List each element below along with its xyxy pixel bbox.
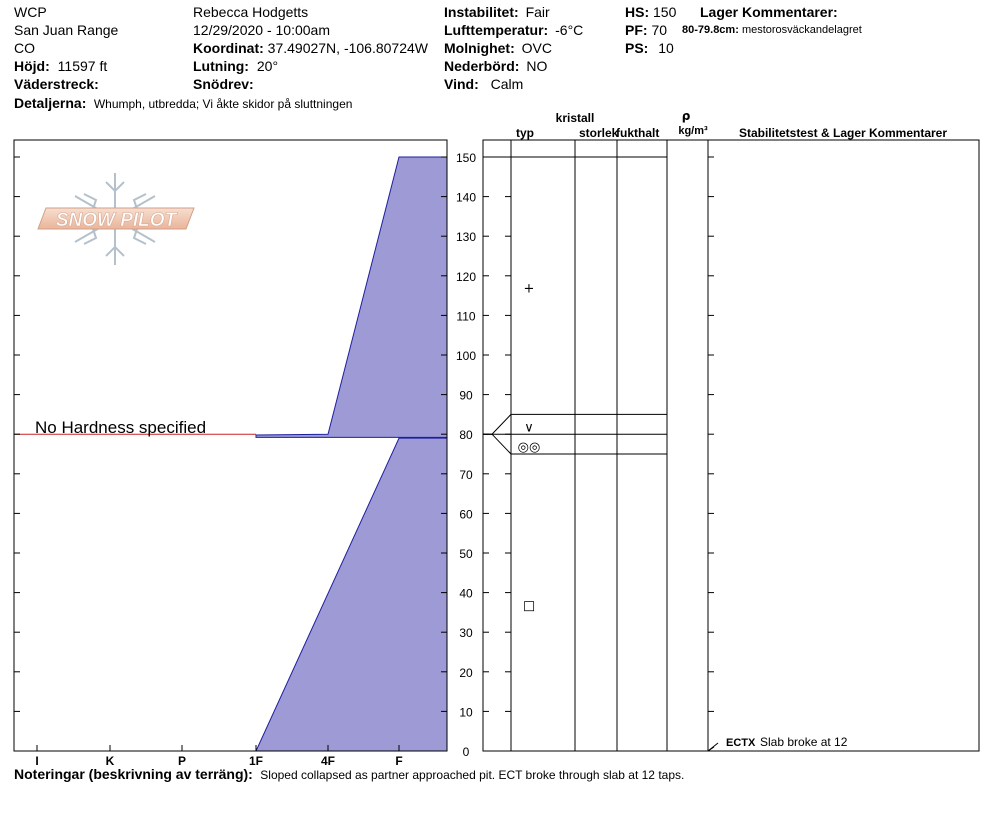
layer-comment-text: mestorosväckandelagret bbox=[741, 24, 862, 36]
pf-label: PF: bbox=[625, 22, 648, 38]
hs-label: HS: bbox=[625, 4, 650, 20]
type-column-header: typ bbox=[516, 126, 534, 140]
stability-value: Fair bbox=[525, 4, 550, 20]
grain-symbol: □ bbox=[522, 598, 536, 614]
slope-value: 20° bbox=[256, 58, 279, 74]
logo-text: SNOW PILOT bbox=[55, 210, 177, 231]
stability-test-comment: Slab broke at 12 bbox=[760, 735, 848, 749]
height-label: 140 bbox=[455, 190, 477, 205]
layer-comments-title: Lager Kommentarer: bbox=[700, 4, 838, 20]
sky-value: OVC bbox=[521, 40, 552, 56]
height-label: 60 bbox=[459, 507, 473, 522]
hs-value: 150 bbox=[653, 4, 677, 20]
height-label: 50 bbox=[459, 547, 473, 561]
hardness-label: 1F bbox=[248, 754, 264, 768]
layer-table-columns bbox=[511, 140, 708, 751]
pf-value: 70 bbox=[651, 22, 668, 38]
crystal-column-header: kristall bbox=[555, 111, 595, 125]
layer-comment-range: 80-79.8cm: bbox=[682, 24, 739, 36]
layer-connector bbox=[483, 414, 511, 434]
hardness-label: K bbox=[105, 754, 115, 768]
hardness-label: P bbox=[177, 754, 187, 768]
ps-label: PS: bbox=[625, 40, 649, 56]
stability-label: Instabilitet: bbox=[444, 4, 519, 20]
notes-value: Sloped collapsed as partner approached pit. ECT broke through slab at 12 taps. bbox=[260, 768, 685, 782]
layer-table-frame bbox=[483, 140, 979, 751]
height-label: 20 bbox=[459, 665, 473, 680]
moisture-column-header: fukthalt bbox=[616, 126, 660, 140]
height-axis-labels bbox=[456, 151, 476, 759]
hardness-profile-area bbox=[256, 157, 447, 751]
hardness-label: F bbox=[395, 754, 403, 768]
stability-test-entries bbox=[708, 735, 848, 751]
precip-label: Nederbörd: bbox=[444, 58, 520, 74]
height-label: 90 bbox=[459, 388, 473, 403]
height-label: 30 bbox=[459, 626, 473, 641]
slope-label: Lutning: bbox=[193, 58, 249, 74]
wind-value: Calm bbox=[490, 76, 524, 92]
height-label: 70 bbox=[459, 467, 473, 482]
height-label: 120 bbox=[455, 269, 477, 284]
grain-type-symbols bbox=[518, 282, 541, 614]
sky-label: Molnighet: bbox=[444, 40, 515, 56]
airtemp-value: -6°C bbox=[555, 22, 584, 38]
height-label: 130 bbox=[455, 230, 477, 245]
aspect-label: Väderstreck: bbox=[14, 76, 99, 92]
coordinate-value: 37.49027N, -106.80724W bbox=[267, 40, 428, 56]
hardness-label: 4F bbox=[320, 754, 336, 768]
elevation-label: Höjd: bbox=[14, 58, 50, 74]
hardness-label: I bbox=[35, 754, 39, 768]
observer-name: Rebecca Hodgetts bbox=[193, 4, 309, 20]
notes-label: Noteringar (beskrivning av terräng): bbox=[14, 766, 253, 782]
no-hardness-annotation: No Hardness specified bbox=[35, 418, 207, 438]
size-column-header: storlek bbox=[579, 126, 619, 140]
grain-symbol: ∨ bbox=[524, 420, 534, 436]
ps-value: 10 bbox=[658, 40, 674, 56]
details-value: Whumph, utbredda; Vi åkte skidor på sluttningen bbox=[93, 97, 353, 111]
observation-datetime: 12/29/2020 - 10:00am bbox=[193, 22, 330, 38]
height-label: 40 bbox=[459, 586, 473, 601]
drift-label: Snödrev: bbox=[193, 76, 254, 92]
coordinate-label: Koordinat: bbox=[193, 40, 264, 56]
state-name: CO bbox=[14, 40, 35, 56]
density-column-header: kg/m³ bbox=[678, 125, 708, 137]
grain-symbol: + bbox=[523, 281, 535, 297]
snowpilot-logo bbox=[38, 173, 194, 265]
stability-column-header: Stabilitetstest & Lager Kommentarer bbox=[738, 126, 948, 140]
height-label: 100 bbox=[455, 349, 477, 363]
stability-test-code: ECTX bbox=[726, 737, 756, 749]
range-name: San Juan Range bbox=[14, 22, 119, 38]
height-label: 10 bbox=[459, 705, 473, 720]
height-label: 150 bbox=[455, 151, 477, 165]
org-name: WCP bbox=[14, 4, 47, 20]
wind-label: Vind: bbox=[444, 76, 479, 92]
height-label: 80 bbox=[459, 428, 473, 443]
airtemp-label: Lufttemperatur: bbox=[444, 22, 549, 38]
rho-symbol: ρ bbox=[681, 109, 691, 123]
hardness-scale-labels bbox=[35, 754, 402, 768]
layer-connector bbox=[483, 434, 511, 454]
height-label: 0 bbox=[462, 745, 470, 759]
precip-value: NO bbox=[526, 58, 548, 74]
details-label: Detaljerna: bbox=[14, 95, 87, 111]
grain-symbol: ◎◎ bbox=[517, 440, 541, 456]
stability-test-leader bbox=[708, 743, 718, 751]
elevation-value: 11597 ft bbox=[57, 58, 108, 74]
height-label: 110 bbox=[456, 309, 476, 324]
